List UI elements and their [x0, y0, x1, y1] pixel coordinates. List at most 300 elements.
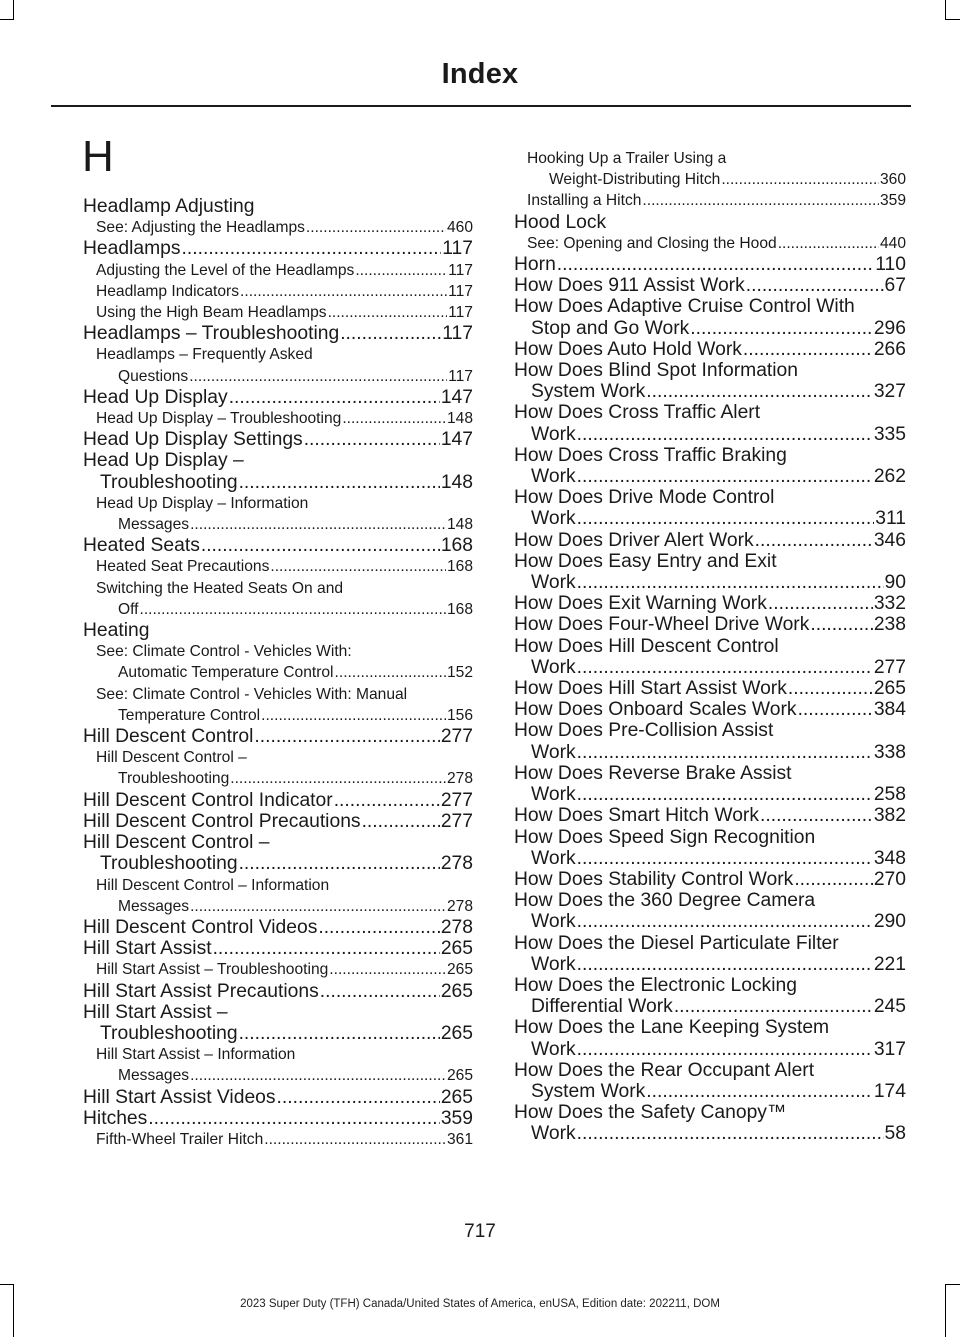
dot-leader [577, 1123, 884, 1144]
index-entry-term: How Does Adaptive Cruise Control With [514, 296, 855, 318]
index-entry-page[interactable]: 148 [446, 516, 473, 534]
index-entry-page[interactable]: 265 [440, 1086, 473, 1108]
index-entry-page[interactable]: 335 [873, 423, 906, 445]
index-entry-term: Differential Work [531, 996, 673, 1018]
dot-leader [760, 805, 873, 826]
index-entry-page[interactable]: 58 [884, 1123, 906, 1145]
index-entry[interactable] [83, 768, 473, 789]
index-entry[interactable] [514, 720, 906, 741]
index-entry-term: How Does the Safety Canopy™ [514, 1102, 787, 1124]
index-entry[interactable] [83, 1023, 473, 1044]
crop-mark [0, 1284, 14, 1285]
dot-leader [318, 917, 439, 938]
index-entry[interactable] [514, 212, 906, 233]
index-entry[interactable] [514, 1039, 906, 1060]
index-entry[interactable] [514, 1060, 906, 1081]
index-entry-term: Work [531, 423, 576, 445]
dot-leader [270, 556, 446, 577]
index-entry-page[interactable]: 317 [873, 1038, 906, 1060]
index-entry-term: Hill Start Assist Precautions [83, 980, 319, 1002]
crop-mark [945, 0, 946, 20]
dot-leader [577, 954, 873, 975]
index-entry[interactable] [514, 402, 906, 423]
index-entry-page[interactable]: 174 [873, 1080, 906, 1102]
index-entry[interactable] [83, 1065, 473, 1086]
index-entry[interactable] [83, 811, 473, 832]
index-entry-page[interactable]: 278 [446, 897, 473, 915]
index-entry-term: Hill Start Assist Videos [83, 1086, 276, 1108]
index-entry-term: Troubleshooting [100, 1022, 238, 1044]
index-entry-term: How Does Driver Alert Work [514, 529, 754, 551]
index-entry-page[interactable]: 278 [440, 916, 473, 938]
index-entry-term: Head Up Display [83, 386, 228, 408]
index-entry-page[interactable]: 270 [873, 868, 906, 890]
index-entry-page[interactable]: 265 [440, 1022, 473, 1044]
index-entry[interactable] [83, 959, 473, 980]
index-entry-term: How Does Stability Control Work [514, 868, 794, 890]
index-entry-term: Hill Descent Control – Information [96, 876, 330, 894]
index-entry-term: Stop and Go Work [531, 317, 690, 339]
index-entry-page[interactable]: 221 [873, 953, 906, 975]
index-entry[interactable] [83, 238, 473, 259]
dot-leader [239, 472, 440, 493]
index-entry-page[interactable]: 460 [446, 219, 473, 237]
index-entry[interactable] [514, 954, 906, 975]
dot-leader [304, 429, 440, 450]
index-entry-term: Work [531, 572, 576, 594]
index-entry[interactable] [514, 275, 906, 296]
index-entry-term: Temperature Control [118, 706, 261, 724]
index-entry-page[interactable]: 90 [884, 572, 906, 594]
crop-mark [945, 1284, 946, 1337]
index-entry[interactable] [514, 296, 906, 317]
index-entry[interactable] [83, 366, 473, 387]
dot-leader [362, 811, 440, 832]
index-entry-page[interactable]: 245 [873, 996, 906, 1018]
index-entry[interactable] [514, 530, 906, 551]
index-entry[interactable] [514, 763, 906, 784]
index-entry[interactable] [514, 805, 906, 826]
crop-mark [13, 1284, 14, 1337]
index-entry-page[interactable]: 327 [873, 381, 906, 403]
index-entry[interactable] [514, 933, 906, 954]
index-entry-page[interactable]: 168 [446, 600, 473, 618]
index-entry-page[interactable]: 361 [446, 1130, 473, 1148]
index-entry[interactable] [514, 827, 906, 848]
dot-leader [306, 217, 446, 238]
index-entry-term: Adjusting the Level of the Headlamps [96, 261, 355, 279]
index-entry-page[interactable]: 152 [446, 664, 473, 682]
index-entry-page[interactable]: 265 [873, 678, 906, 700]
index-entry-term: Headlamps – Frequently Asked [96, 346, 313, 364]
section-letter: H [82, 132, 114, 181]
index-entry[interactable] [83, 662, 473, 683]
index-entry[interactable] [514, 890, 906, 911]
index-entry-page[interactable]: 382 [873, 805, 906, 827]
index-entry-term: Off [118, 600, 139, 618]
index-entry-term: How Does Cross Traffic Braking [514, 444, 787, 466]
index-entry[interactable] [514, 169, 906, 190]
index-entry-term: Using the High Beam Headlamps [96, 304, 327, 322]
crop-mark [946, 19, 960, 20]
crop-mark [13, 0, 14, 20]
index-entry-term: How Does Drive Mode Control [514, 487, 775, 509]
index-entry[interactable] [514, 975, 906, 996]
index-entry[interactable] [514, 996, 906, 1017]
index-entry[interactable] [514, 381, 906, 402]
dot-leader [577, 742, 873, 763]
index-entry-term: Horn [514, 254, 556, 276]
index-entry-term: How Does Reverse Brake Assist [514, 762, 792, 784]
dot-leader [557, 254, 874, 275]
dot-leader [674, 996, 873, 1017]
index-entry-term: Work [531, 953, 576, 975]
index-entry[interactable] [83, 472, 473, 493]
index-entry-page[interactable]: 384 [873, 699, 906, 721]
index-entry-page[interactable]: 117 [442, 238, 473, 260]
dot-leader [240, 281, 447, 302]
dot-leader [320, 981, 440, 1002]
index-entry-term: Messages [118, 516, 190, 534]
index-entry-term: How Does the Lane Keeping System [514, 1017, 830, 1039]
index-entry-term: Headlamp Indicators [96, 282, 240, 300]
index-entry[interactable] [514, 572, 906, 593]
index-entry[interactable] [83, 832, 473, 853]
index-entry[interactable] [514, 742, 906, 763]
dot-leader [190, 896, 446, 917]
index-entry[interactable] [83, 1044, 473, 1065]
index-entry[interactable] [83, 938, 473, 959]
index-entry[interactable] [83, 1002, 473, 1023]
index-entry-page[interactable]: 265 [440, 980, 473, 1002]
dot-leader [334, 790, 440, 811]
index-entry-page[interactable]: 311 [875, 508, 906, 530]
index-entry[interactable] [83, 1129, 473, 1150]
index-entry-term: Questions [118, 367, 189, 385]
dot-leader [743, 339, 873, 360]
index-entry-page[interactable]: 258 [873, 784, 906, 806]
index-entry[interactable] [83, 853, 473, 874]
index-entry-term: How Does the 360 Degree Camera [514, 890, 816, 912]
page-number: 717 [464, 1221, 496, 1242]
footer-edition-info: 2023 Super Duty (TFH) Canada/United States of America, enUSA, Edition date: 202211, DOM [240, 1298, 720, 1310]
index-entry[interactable] [514, 360, 906, 381]
index-entry-page[interactable]: 278 [446, 770, 473, 788]
index-entry-term: Headlamps [83, 238, 181, 260]
index-entry[interactable] [83, 684, 473, 705]
index-entry-term: See: Adjusting the Headlamps [96, 219, 305, 237]
index-entry-term: Heated Seat Precautions [96, 558, 270, 576]
dot-leader [277, 1087, 440, 1108]
index-entry-page[interactable]: 332 [873, 593, 906, 615]
dot-leader [329, 959, 446, 980]
page-title: Index [441, 58, 519, 90]
index-entry-term: How Does Easy Entry and Exit [514, 550, 777, 572]
index-entry[interactable] [514, 678, 906, 699]
index-entry-page[interactable]: 156 [446, 706, 473, 724]
index-entry-term: Work [531, 656, 576, 678]
index-entry[interactable] [514, 593, 906, 614]
index-entry-term: How Does Exit Warning Work [514, 593, 767, 615]
dot-leader [355, 260, 447, 281]
index-entry-page[interactable]: 265 [440, 938, 473, 960]
index-entry-page[interactable]: 110 [875, 254, 906, 276]
index-entry-term: Work [531, 466, 576, 488]
index-entry[interactable] [514, 784, 906, 805]
dot-leader [213, 938, 440, 959]
index-entry[interactable] [514, 424, 906, 445]
index-entry[interactable] [83, 408, 473, 429]
index-entry-term: Hill Start Assist [83, 938, 212, 960]
dot-leader [690, 318, 873, 339]
index-entry[interactable] [514, 508, 906, 529]
index-entry-term: How Does 911 Assist Work [514, 275, 745, 297]
index-entry-page[interactable]: 265 [446, 1067, 473, 1085]
index-entry-page[interactable]: 277 [873, 656, 906, 678]
index-entry-page[interactable]: 277 [440, 726, 473, 748]
index-entry-page[interactable]: 147 [440, 429, 473, 451]
index-entry[interactable] [83, 514, 473, 535]
dot-leader [721, 169, 879, 190]
index-entry-page[interactable]: 359 [440, 1107, 473, 1129]
index-entry-term: How Does the Electronic Locking [514, 974, 797, 996]
index-entry[interactable] [83, 875, 473, 896]
index-entry-term: Work [531, 911, 576, 933]
index-entry[interactable] [83, 281, 473, 302]
index-entry-term: See: Climate Control - Vehicles With: Manual [96, 685, 408, 703]
index-entry-term: How Does Hill Descent Control [514, 635, 779, 657]
index-entry[interactable] [83, 747, 473, 768]
index-entry[interactable] [514, 636, 906, 657]
index-entry[interactable] [83, 1087, 473, 1108]
index-entry-page[interactable]: 117 [448, 367, 473, 385]
index-entry[interactable] [83, 429, 473, 450]
index-entry-term: Head Up Display – Information [96, 494, 309, 512]
index-entry-page[interactable]: 117 [448, 282, 473, 300]
index-entry[interactable] [514, 657, 906, 678]
index-entry-term: How Does Onboard Scales Work [514, 699, 797, 721]
dot-leader [239, 853, 440, 874]
index-entry-term: See: Climate Control - Vehicles With: [96, 643, 352, 661]
index-entry-page[interactable]: 265 [446, 961, 473, 979]
index-entry-term: Fifth-Wheel Trailer Hitch [96, 1130, 264, 1148]
index-entry[interactable] [514, 869, 906, 890]
index-entry-page[interactable]: 238 [873, 614, 906, 636]
index-entry[interactable] [514, 445, 906, 466]
index-entry-page[interactable]: 117 [442, 323, 473, 345]
index-entry[interactable] [83, 917, 473, 938]
index-entry-page[interactable]: 338 [873, 741, 906, 763]
dot-leader [577, 848, 873, 869]
index-entry-page[interactable]: 262 [873, 466, 906, 488]
index-entry[interactable] [514, 318, 906, 339]
index-entry-term: Work [531, 508, 576, 530]
index-entry[interactable] [83, 493, 473, 514]
index-entry-page[interactable]: 360 [879, 171, 906, 189]
index-entry[interactable] [83, 578, 473, 599]
dot-leader [229, 387, 440, 408]
index-entry-term: Hill Start Assist – Information [96, 1046, 296, 1064]
index-entry-term: How Does Hill Start Assist Work [514, 678, 787, 700]
index-entry[interactable] [514, 466, 906, 487]
index-entry-term: How Does Blind Spot Information [514, 360, 799, 382]
index-entry-page[interactable]: 359 [879, 192, 906, 210]
index-entry-term: Hill Start Assist – [83, 1001, 228, 1023]
index-entry[interactable] [514, 148, 906, 169]
dot-leader [264, 1129, 446, 1150]
index-entry-term: Hitches [83, 1107, 148, 1129]
index-entry-page[interactable]: 147 [440, 386, 473, 408]
dot-leader [201, 535, 440, 556]
index-entry[interactable] [83, 556, 473, 577]
dot-leader [148, 1108, 440, 1129]
index-entry-term: Switching the Heated Seats On and [96, 579, 344, 597]
dot-leader [755, 530, 873, 551]
index-entry[interactable] [83, 896, 473, 917]
dot-leader [577, 1039, 873, 1060]
header-divider [51, 105, 911, 107]
index-entry-term: Messages [118, 897, 190, 915]
index-entry[interactable] [83, 705, 473, 726]
index-entry-page[interactable]: 168 [446, 558, 473, 576]
index-entry-page[interactable]: 266 [873, 338, 906, 360]
index-entry-term: Head Up Display – [83, 450, 244, 472]
index-entry[interactable] [83, 726, 473, 747]
index-entry[interactable] [83, 323, 473, 344]
index-entry[interactable] [514, 190, 906, 211]
index-entry-page[interactable]: 277 [440, 789, 473, 811]
index-entry-page[interactable]: 277 [440, 810, 473, 832]
dot-leader [810, 614, 872, 635]
index-entry-term: Hill Start Assist – Troubleshooting [96, 961, 329, 979]
index-entry-term: Headlamp Adjusting [83, 196, 255, 217]
index-entry[interactable] [83, 790, 473, 811]
index-entry[interactable] [514, 339, 906, 360]
index-entry[interactable] [83, 196, 473, 217]
dot-leader [190, 514, 446, 535]
dot-leader [646, 381, 873, 402]
crop-mark [946, 1284, 960, 1285]
index-entry[interactable] [83, 535, 473, 556]
index-entry[interactable] [514, 699, 906, 720]
index-entry-term: Hill Descent Control – [83, 832, 270, 854]
dot-leader [577, 424, 873, 445]
index-entry-page[interactable]: 148 [440, 471, 473, 493]
index-entry-page[interactable]: 278 [440, 853, 473, 875]
dot-leader [798, 699, 873, 720]
index-entry-term: Work [531, 784, 576, 806]
dot-leader [230, 768, 446, 789]
index-entry[interactable] [83, 387, 473, 408]
index-entry[interactable] [514, 1017, 906, 1038]
dot-leader [768, 593, 873, 614]
index-entry-page[interactable]: 168 [440, 535, 473, 557]
dot-leader [328, 302, 448, 323]
index-entry-page[interactable]: 346 [873, 529, 906, 551]
index-entry-term: Troubleshooting [118, 770, 230, 788]
crop-mark [0, 19, 14, 20]
index-entry-term: How Does Four-Wheel Drive Work [514, 614, 810, 636]
index-entry-page[interactable]: 117 [448, 261, 473, 279]
index-entry-term: Messages [118, 1067, 190, 1085]
index-entry-term: Weight-Distributing Hitch [549, 171, 721, 189]
index-entry-page[interactable]: 440 [879, 234, 906, 252]
index-entry[interactable] [83, 217, 473, 238]
index-entry[interactable] [514, 551, 906, 572]
index-entry-term: How Does the Rear Occupant Alert [514, 1059, 815, 1081]
dot-leader [646, 1081, 873, 1102]
index-entry-term: Hill Descent Control [83, 726, 254, 748]
index-entry-page[interactable]: 67 [884, 275, 906, 297]
index-entry-term: Hill Descent Control Videos [83, 916, 318, 938]
index-column-right [514, 148, 906, 1145]
index-entry[interactable] [83, 260, 473, 281]
index-entry-term: How Does Speed Sign Recognition [514, 826, 816, 848]
index-entry[interactable] [83, 641, 473, 662]
index-entry[interactable] [83, 599, 473, 620]
index-entry[interactable] [83, 620, 473, 641]
index-entry[interactable] [514, 254, 906, 275]
dot-leader [190, 1065, 446, 1086]
dot-leader [342, 408, 446, 429]
index-entry-term: System Work [531, 1080, 646, 1102]
dot-leader [577, 911, 873, 932]
index-entry-term: Head Up Display Settings [83, 429, 303, 451]
dot-leader [577, 657, 873, 678]
index-entry-term: Heating [83, 620, 150, 642]
index-entry[interactable] [83, 981, 473, 1002]
index-entry-term: How Does Pre-Collision Assist [514, 720, 774, 742]
index-entry[interactable] [514, 1081, 906, 1102]
dot-leader [340, 323, 441, 344]
dot-leader [794, 869, 873, 890]
index-entry[interactable] [514, 614, 906, 635]
index-entry-term: Hooking Up a Trailer Using a [527, 150, 727, 167]
index-entry[interactable] [83, 302, 473, 323]
index-entry-page[interactable]: 348 [873, 847, 906, 869]
index-entry[interactable] [514, 1123, 906, 1144]
index-entry-term: Automatic Temperature Control [118, 664, 334, 682]
index-entry-term: Hill Descent Control – [96, 749, 247, 767]
index-column-left [83, 196, 473, 1150]
index-entry-page[interactable]: 290 [873, 911, 906, 933]
index-entry[interactable] [514, 911, 906, 932]
index-entry[interactable] [514, 848, 906, 869]
index-entry[interactable] [514, 487, 906, 508]
index-entry-page[interactable]: 117 [448, 304, 473, 322]
dot-leader [577, 508, 875, 529]
index-entry-term: System Work [531, 381, 646, 403]
dot-leader [577, 572, 884, 593]
index-entry-term: Troubleshooting [100, 853, 238, 875]
index-entry[interactable] [83, 1108, 473, 1129]
dot-leader [261, 705, 446, 726]
dot-leader [746, 275, 884, 296]
index-entry-page[interactable]: 296 [873, 317, 906, 339]
index-entry-page[interactable]: 148 [446, 410, 473, 428]
index-entry[interactable] [83, 344, 473, 365]
index-entry[interactable] [514, 1102, 906, 1123]
dot-leader [239, 1023, 440, 1044]
dot-leader [778, 233, 879, 254]
index-entry-term: Work [531, 1123, 576, 1145]
index-entry-term: Head Up Display – Troubleshooting [96, 410, 342, 428]
index-entry[interactable] [514, 233, 906, 254]
index-entry[interactable] [83, 450, 473, 471]
index-entry-term: Hill Descent Control Indicator [83, 789, 333, 811]
index-entry-term: How Does Cross Traffic Alert [514, 402, 761, 424]
index-entry-term: Headlamps – Troubleshooting [83, 323, 340, 345]
